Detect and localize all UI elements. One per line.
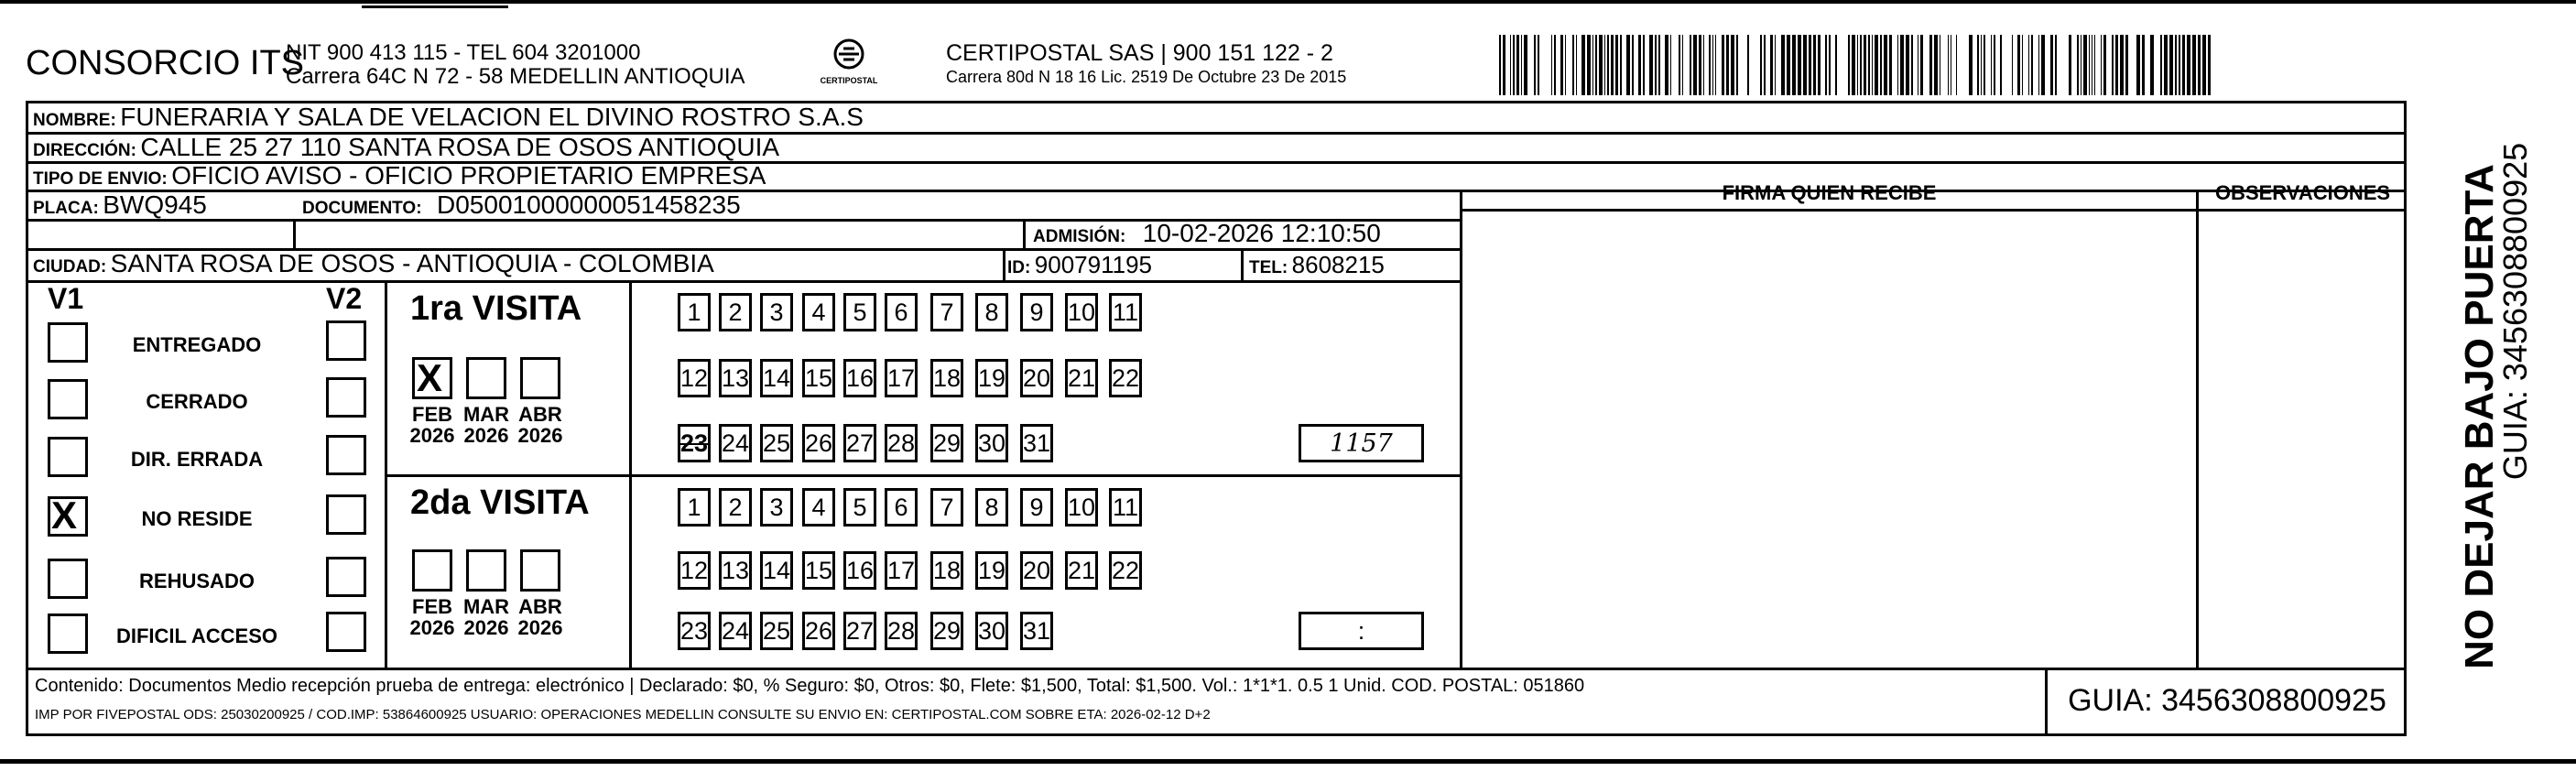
barcode-bar	[1587, 35, 1591, 95]
month-year: 2026	[517, 616, 563, 639]
barcode-bar	[2187, 35, 2190, 95]
month-label: FEB	[412, 403, 452, 426]
day-box[interactable]: 28	[885, 612, 918, 650]
check-mark-icon: X	[417, 356, 443, 399]
day-box[interactable]: 7	[930, 488, 963, 527]
barcode-bar	[1852, 35, 1855, 95]
certipostal-license: Carrera 80d N 18 16 Lic. 2519 De Octubre 23 De 2015	[946, 68, 1347, 86]
barcode-bar	[1551, 35, 1552, 95]
day-box[interactable]: 22	[1109, 551, 1142, 590]
day-box[interactable]: 14	[760, 359, 793, 397]
barcode-bar	[1690, 35, 1691, 95]
month-year: 2026	[463, 616, 509, 639]
barcode-bar	[1880, 35, 1882, 95]
placa-row	[33, 190, 207, 220]
barcode-bar	[1715, 35, 1716, 95]
barcode-bar	[1809, 35, 1811, 95]
v2-checkbox[interactable]	[326, 435, 366, 475]
tipo-envio-value: OFICIO AVISO - OFICIO PROPIETARIO EMPRESA	[171, 161, 766, 190]
company-address: Carrera 64C N 72 - 58 MEDELLIN ANTIOQUIA	[286, 64, 745, 89]
day-box[interactable]: 3	[760, 488, 793, 527]
day-box[interactable]: 11	[1109, 488, 1142, 527]
day-box[interactable]: 23	[678, 612, 711, 650]
barcode-bar	[1607, 35, 1609, 95]
barcode-bar	[1977, 35, 1979, 95]
day-box[interactable]: 26	[802, 424, 835, 462]
day-box[interactable]: 4	[802, 488, 835, 527]
day-box[interactable]: 3	[760, 293, 793, 331]
observaciones-area[interactable]	[2199, 212, 2407, 668]
check-mark-icon: X	[51, 494, 78, 537]
day-box[interactable]: 14	[760, 551, 793, 590]
barcode-bar	[2000, 35, 2002, 95]
barcode-bar	[1760, 35, 1762, 95]
barcode-bar	[1920, 35, 1923, 95]
day-box[interactable]: 10	[1065, 488, 1098, 527]
barcode	[1499, 35, 2223, 95]
barcode-bar	[1524, 35, 1527, 95]
barcode-bar	[1781, 35, 1785, 95]
barcode-bar	[1649, 35, 1653, 95]
day-box[interactable]: 18	[930, 551, 963, 590]
day-box[interactable]: 17	[885, 551, 918, 590]
id-value: 900791195	[1034, 251, 1152, 278]
barcode-bar	[2202, 35, 2206, 95]
month-checkbox[interactable]	[466, 357, 506, 399]
status-option-label: NO RESIDE	[141, 507, 253, 530]
day-box[interactable]: 13	[719, 359, 752, 397]
day-box[interactable]: 28	[885, 424, 918, 462]
barcode-bar	[2182, 35, 2185, 95]
barcode-bar	[1860, 35, 1862, 95]
bottom-rule	[0, 759, 2576, 764]
barcode-bar	[1538, 35, 1539, 95]
day-box[interactable]: 20	[1020, 359, 1053, 397]
month-checkbox[interactable]	[412, 357, 452, 399]
barcode-bar	[1599, 35, 1603, 95]
day-box[interactable]: 11	[1109, 293, 1142, 331]
barcode-bar	[1576, 35, 1577, 95]
day-box[interactable]: 19	[975, 551, 1008, 590]
tel-row	[1249, 251, 1385, 279]
barcode-bar	[1736, 35, 1738, 95]
day-box[interactable]: 21	[1065, 551, 1098, 590]
v1-checkbox[interactable]	[48, 322, 88, 363]
barcode-bar	[1626, 35, 1630, 95]
direccion-row	[33, 133, 779, 162]
certipostal-logo-text: CERTIPOSTAL	[820, 76, 878, 85]
barcode-bar	[1699, 35, 1701, 95]
month-checkbox[interactable]	[520, 357, 560, 399]
tel-value: 8608215	[1291, 251, 1385, 278]
day-box[interactable]: 25	[760, 612, 793, 650]
barcode-bar	[2083, 35, 2087, 95]
barcode-bar	[1581, 35, 1585, 95]
status-option-label: DIFICIL ACCESO	[115, 624, 277, 647]
barcode-bar	[1969, 35, 1973, 95]
barcode-bar	[2192, 35, 2196, 95]
barcode-bar	[1665, 35, 1668, 95]
barcode-bar	[1868, 35, 1870, 95]
barcode-bar	[1643, 35, 1645, 95]
barcode-bar	[1658, 35, 1660, 95]
barcode-bar	[1803, 35, 1807, 95]
barcode-bar	[2038, 35, 2039, 95]
time-field[interactable]: 1157	[1299, 424, 1424, 462]
v2-header: V2	[326, 282, 363, 315]
barcode-bar	[2055, 35, 2057, 95]
barcode-bar	[1638, 35, 1641, 95]
barcode-bar	[1722, 35, 1724, 95]
barcode-bar	[1792, 35, 1796, 95]
barcode-bar	[2179, 35, 2180, 95]
barcode-bar	[1770, 35, 1773, 95]
barcode-bar	[1798, 35, 1801, 95]
direccion-label: DIRECCIÓN:	[33, 141, 136, 160]
day-box[interactable]: 2	[719, 488, 752, 527]
nombre-value: FUNERARIA Y SALA DE VELACION EL DIVINO ROSTRO S.A.S	[120, 103, 864, 131]
month-label: FEB	[412, 595, 452, 618]
day-box[interactable]: 5	[843, 293, 876, 331]
day-box[interactable]: 18	[930, 359, 963, 397]
barcode-bar	[1731, 35, 1734, 95]
barcode-bar	[1592, 35, 1593, 95]
barcode-bar	[2089, 35, 2090, 95]
month-label: ABR	[518, 595, 562, 618]
month-label: MAR	[462, 595, 510, 618]
day-box[interactable]: 22	[1109, 359, 1142, 397]
v2-checkbox[interactable]	[326, 377, 366, 418]
admision-label: ADMISIÓN:	[1033, 227, 1126, 246]
barcode-bar	[1510, 35, 1511, 95]
day-box[interactable]: 30	[975, 612, 1008, 650]
day-box[interactable]: 12	[678, 359, 711, 397]
barcode-bar	[1682, 35, 1683, 95]
barcode-bar	[1984, 35, 1985, 95]
barcode-bar	[1813, 35, 1816, 95]
barcode-bar	[2120, 35, 2124, 95]
barcode-bar	[1632, 35, 1634, 95]
day-box[interactable]: 6	[885, 293, 918, 331]
status-option-label: REHUSADO	[139, 570, 255, 592]
certipostal-info: CERTIPOSTAL SAS | 900 151 122 - 2	[946, 40, 1333, 66]
day-box[interactable]: 9	[1020, 488, 1053, 527]
day-box[interactable]: 5	[843, 488, 876, 527]
barcode-bar	[1848, 35, 1850, 95]
day-box[interactable]: 23	[678, 424, 711, 462]
documento-row	[302, 190, 741, 220]
barcode-bar	[2103, 35, 2106, 95]
v2-checkbox[interactable]	[326, 320, 366, 361]
barcode-bar	[1857, 35, 1858, 95]
status-option-label: ENTREGADO	[132, 333, 262, 356]
barcode-bar	[2169, 35, 2173, 95]
barcode-bar	[1906, 35, 1909, 95]
barcode-bar	[1829, 35, 1831, 95]
nombre-label: NOMBRE:	[33, 111, 116, 130]
ciudad-label: CIUDAD:	[33, 257, 107, 277]
barcode-bar	[1929, 35, 1932, 95]
day-box[interactable]: 1	[678, 293, 711, 331]
barcode-bar	[2101, 35, 2102, 95]
month-checkbox[interactable]	[520, 549, 560, 592]
month-year: 2026	[409, 616, 455, 639]
documento-value: D05001000000051458235	[437, 190, 741, 219]
barcode-bar	[1889, 35, 1892, 95]
day-box[interactable]: 30	[975, 424, 1008, 462]
barcode-bar	[2031, 35, 2033, 95]
day-box[interactable]: 27	[843, 424, 876, 462]
id-label: ID:	[1007, 258, 1031, 277]
day-box[interactable]: 24	[719, 612, 752, 650]
ciudad-value: SANTA ROSA DE OSOS - ANTIOQUIA - COLOMBIA	[110, 249, 714, 277]
v1-checkbox[interactable]	[48, 437, 88, 477]
top-rule-fragment	[362, 5, 508, 8]
admision-value: 10-02-2026 12:10:50	[1142, 219, 1381, 247]
ciudad-row	[33, 249, 714, 278]
status-option-label: DIR. ERRADA	[130, 448, 264, 471]
month-label: ABR	[518, 403, 562, 426]
barcode-bar	[1872, 35, 1873, 95]
barcode-bar	[1554, 35, 1556, 95]
barcode-bar	[1994, 35, 1995, 95]
barcode-bar	[1911, 35, 1913, 95]
barcode-bar	[2094, 35, 2095, 95]
barcode-bar	[1864, 35, 1866, 95]
barcode-bar	[1712, 35, 1713, 95]
day-box[interactable]: 8	[975, 293, 1008, 331]
day-box[interactable]: 12	[678, 551, 711, 590]
barcode-bar	[1693, 35, 1697, 95]
month-year: 2026	[517, 424, 563, 447]
barcode-bar	[1521, 35, 1522, 95]
barcode-bar	[2115, 35, 2118, 95]
day-box[interactable]: 16	[843, 551, 876, 590]
footer-print-info: IMP POR FIVEPOSTAL ODS: 25030200925 / COD.IMP: 53864600925 USUARIO: OPERACIONES MEDELLIN CONSULTE SU ENVIO EN: CERTIPOSTAL.COM SOBRE ETA: 2026-02-12 D+2	[35, 707, 1211, 722]
day-box[interactable]: 20	[1020, 551, 1053, 590]
tipo-envio-row	[33, 161, 766, 190]
company-name: CONSORCIO ITS	[26, 44, 305, 82]
barcode-bar	[1595, 35, 1597, 95]
placa-label: PLACA:	[33, 199, 99, 218]
month-year: 2026	[409, 424, 455, 447]
day-box[interactable]: 21	[1065, 359, 1098, 397]
status-option-label: CERRADO	[146, 390, 248, 413]
barcode-bar	[1709, 35, 1711, 95]
barcode-bar	[1787, 35, 1790, 95]
barcode-bar	[1499, 35, 1501, 95]
day-box[interactable]: 26	[802, 612, 835, 650]
barcode-bar	[1503, 35, 1505, 95]
barcode-bar	[2125, 35, 2128, 95]
day-box[interactable]: 4	[802, 293, 835, 331]
barcode-bar	[1615, 35, 1618, 95]
tipo-envio-label: TIPO DE ENVIO:	[33, 169, 168, 189]
barcode-bar	[1897, 35, 1898, 95]
v1-header: V1	[48, 282, 84, 315]
month-checkbox[interactable]	[412, 549, 452, 592]
observaciones-header: OBSERVACIONES	[2214, 181, 2391, 204]
day-box[interactable]: 29	[930, 612, 963, 650]
day-box[interactable]: 15	[802, 551, 835, 590]
barcode-bar	[2136, 35, 2140, 95]
barcode-bar	[2208, 35, 2211, 95]
day-box[interactable]: 31	[1020, 612, 1053, 650]
admision-row	[1033, 219, 1381, 248]
barcode-bar	[1948, 35, 1949, 95]
barcode-bar	[1703, 35, 1704, 95]
certipostal-emblem-icon	[813, 37, 885, 71]
barcode-bar	[2028, 35, 2029, 95]
month-label: MAR	[462, 403, 510, 426]
day-box[interactable]: 24	[719, 424, 752, 462]
barcode-bar	[1884, 35, 1887, 95]
barcode-bar	[1981, 35, 1982, 95]
day-box[interactable]: 6	[885, 488, 918, 527]
barcode-bar	[1747, 35, 1749, 95]
month-checkbox[interactable]	[466, 549, 506, 592]
barcode-bar	[2198, 35, 2201, 95]
v2-checkbox[interactable]	[326, 557, 366, 597]
visit2-title: 2da VISITA	[410, 483, 590, 522]
day-box[interactable]: 29	[930, 424, 963, 462]
v1-checkbox[interactable]	[48, 496, 88, 537]
top-rule	[0, 0, 2576, 4]
barcode-bar	[1956, 35, 1957, 95]
placa-value: BWQ945	[103, 190, 207, 219]
footer-content: Contenido: Documentos Medio recepción prueba de entrega: electrónico | Declarado: $0, % Seguro: $0, Otros: $0, Flete: $1,500, Total: $1,500. Vol.: 1*1*1. 0.5 1 Unid. COD. POSTAL: 051860	[35, 676, 1585, 696]
barcode-bar	[2069, 35, 2071, 95]
day-box[interactable]: 16	[843, 359, 876, 397]
barcode-bar	[1560, 35, 1563, 95]
v1-checkbox[interactable]	[48, 559, 88, 599]
barcode-bar	[1991, 35, 1992, 95]
v2-checkbox[interactable]	[326, 612, 366, 652]
barcode-bar	[1875, 35, 1878, 95]
barcode-bar	[1572, 35, 1574, 95]
direccion-value: CALLE 25 27 110 SANTA ROSA DE OSOS ANTIOQUIA	[140, 133, 780, 161]
barcode-bar	[1726, 35, 1729, 95]
day-box[interactable]: 8	[975, 488, 1008, 527]
day-box[interactable]: 10	[1065, 293, 1098, 331]
barcode-bar	[2077, 35, 2079, 95]
firma-area[interactable]	[1462, 212, 2192, 668]
barcode-bar	[2164, 35, 2168, 95]
barcode-bar	[2160, 35, 2162, 95]
barcode-bar	[1534, 35, 1536, 95]
day-box[interactable]: 13	[719, 551, 752, 590]
barcode-bar	[1835, 35, 1837, 95]
day-box[interactable]: 19	[975, 359, 1008, 397]
barcode-bar	[2050, 35, 2053, 95]
barcode-bar	[1670, 35, 1671, 95]
barcode-bar	[1900, 35, 1904, 95]
company-nit: NIT 900 413 115 - TEL 604 3201000	[286, 40, 641, 65]
barcode-bar	[1565, 35, 1566, 95]
day-box[interactable]: 7	[930, 293, 963, 331]
barcode-bar	[2112, 35, 2114, 95]
barcode-bar	[2150, 35, 2154, 95]
v1-checkbox[interactable]	[48, 379, 88, 419]
barcode-bar	[1818, 35, 1821, 95]
id-row	[1007, 251, 1152, 279]
time-field[interactable]: :	[1299, 612, 1424, 650]
day-box[interactable]: 2	[719, 293, 752, 331]
barcode-bar	[1604, 35, 1605, 95]
day-box[interactable]: 25	[760, 424, 793, 462]
nombre-row	[33, 103, 864, 132]
month-year: 2026	[463, 424, 509, 447]
firma-header: FIRMA QUIEN RECIBE	[1722, 181, 1937, 204]
tel-label: TEL:	[1249, 258, 1288, 277]
footer-guia: GUIA: 3456308800925	[2068, 683, 2386, 718]
barcode-bar	[2017, 35, 2020, 95]
barcode-bar	[1516, 35, 1519, 95]
certipostal-logo	[813, 37, 885, 92]
day-box[interactable]: 31	[1020, 424, 1053, 462]
day-box[interactable]: 1	[678, 488, 711, 527]
documento-label: DOCUMENTO:	[302, 199, 422, 218]
barcode-bar	[2041, 35, 2045, 95]
v1-checkbox[interactable]	[48, 614, 88, 654]
barcode-bar	[1513, 35, 1515, 95]
day-box[interactable]: 27	[843, 612, 876, 650]
barcode-bar	[1655, 35, 1657, 95]
day-box[interactable]: 17	[885, 359, 918, 397]
v2-checkbox[interactable]	[326, 494, 366, 535]
barcode-bar	[1679, 35, 1680, 95]
barcode-bar	[2142, 35, 2145, 95]
barcode-bar	[2012, 35, 2013, 95]
visit1-title: 1ra VISITA	[410, 289, 582, 328]
barcode-bar	[1775, 35, 1776, 95]
barcode-bar	[1611, 35, 1614, 95]
day-box[interactable]: 9	[1020, 293, 1053, 331]
barcode-bar	[2175, 35, 2177, 95]
barcode-bar	[1934, 35, 1938, 95]
barcode-bar	[2022, 35, 2023, 95]
barcode-bar	[1764, 35, 1766, 95]
barcode-bar	[1825, 35, 1827, 95]
day-box[interactable]: 15	[802, 359, 835, 397]
barcode-bar	[1620, 35, 1622, 95]
